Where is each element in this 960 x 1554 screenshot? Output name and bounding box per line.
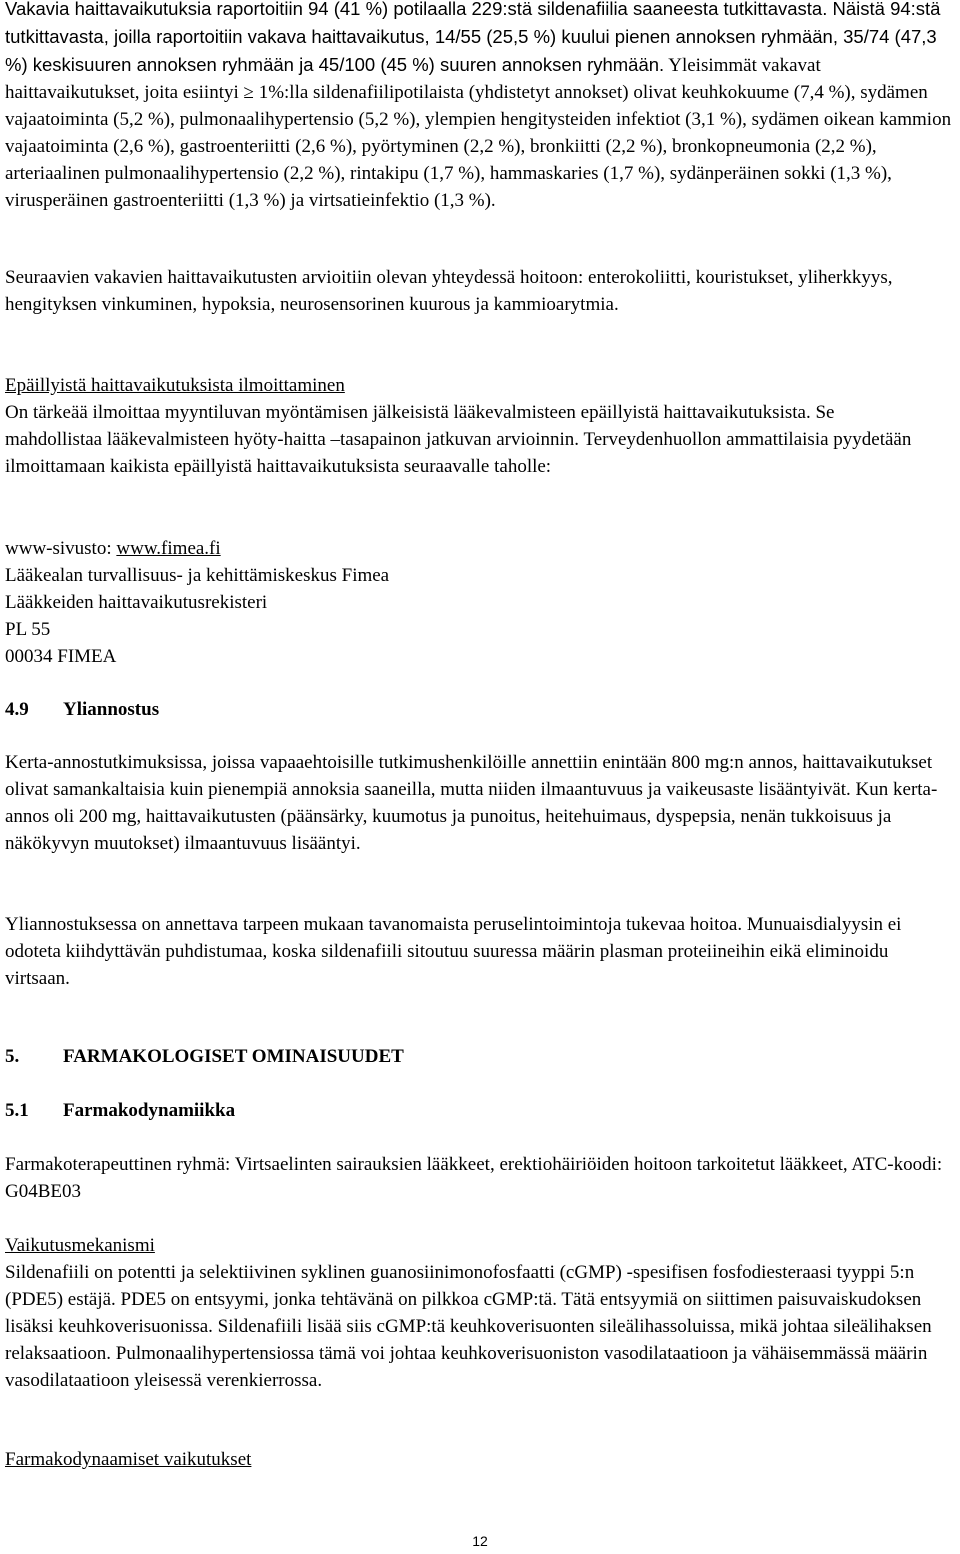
address-line-3: PL 55 <box>5 619 51 640</box>
common-serious-adverse-events: Yleisimmät vakavat haittavaikutukset, joita esiintyi ≥ 1%:lla sildenafiilipotilaista (yhdistetyt annokset) olivat keuhkokuume (7,4 %), sydämen vajaatoiminta (5,2 %), pulmonaalihypertensio (5,2 %), ylempien hengitysteiden infektiot (3,1 %), sydämen oikean kammion vajaatoiminta (2,6 %), gastroenteriitti (2,6 %), pyörtyminen (2,2 %), bronkiitti (2,2 %), bronkopneumonia (2,2 %), arteriaalinen pulmonaalihypertensio (2,2 %), rintakipu (1,7 %), hammaskaries (1,7 %), sydänperäinen sokki (1,3 %), virusperäinen gastroenteriitti (1,3 %) ja virtsatieinfektio (1,3 %). <box>5 55 952 211</box>
website-label: www-sivusto: <box>5 538 117 559</box>
section-title: Farmakodynamiikka <box>63 1100 236 1121</box>
address-line-4: 00034 FIMEA <box>5 646 117 667</box>
reporting-heading: Epäillyistä haittavaikutuksista ilmoittaminen <box>5 375 345 396</box>
section-title: FARMAKOLOGISET OMINAISUUDET <box>63 1046 404 1067</box>
overdose-paragraph-1: Kerta-annostutkimuksissa, joissa vapaaehtoisille tutkimushenkilöille annettiin enintään 800 mg:n annos, haittavaikutukset olivat samankaltaisia kuin pienempiä annoksia saaneilla, mutta niiden ilmaantuvuus ja vaikeusaste lisääntyivät. Kun kerta-annos oli 200 mg, haittavaikutusten (päänsärky, kuumotus ja punoitus, heitehuimaus, dyspepsia, nenän tukkoisuus ja näkökyvyn muutokset) ilmaantuvuus lisääntyi. <box>5 752 938 854</box>
address-line-1: Lääkealan turvallisuus- ja kehittämiskeskus Fimea <box>5 565 390 586</box>
section-5-1-heading <box>5 1097 235 1124</box>
section-title: Yliannostus <box>63 699 160 720</box>
section-4-9-heading <box>5 696 159 723</box>
reporting-text: On tärkeää ilmoittaa myyntiluvan myöntämisen jälkeisistä lääkevalmisteen epäillyistä haittavaikutuksista. Se mahdollistaa lääkevalmisteen hyöty-haitta –tasapainon jatkuvan arvioinnin. Terveydenhuollon ammattilaisia pyydetään ilmoittamaan kaikista epäillyistä haittavaikutuksista seuraavalle taholle: <box>5 402 912 477</box>
section-number: 4.9 <box>5 699 29 720</box>
treatment-related-events-paragraph: Seuraavien vakavien haittavaikutusten arvioitiin olevan yhteydessä hoitoon: enterokoliitti, kouristukset, yliherkkyys, hengityksen vinkuminen, hypoksia, neurosensorinen kuurous ja kammioarytmia. <box>5 267 893 315</box>
fimea-website-link[interactable]: www.fimea.fi <box>116 538 221 559</box>
page-number: 12 <box>472 1533 488 1549</box>
overdose-paragraph-2: Yliannostuksessa on annettava tarpeen mukaan tavanomaista peruselintoimintoja tukevaa hoitoa. Munuaisdialyysin ei odoteta kiihdyttävän puhdistumaa, koska sildenafiili sitoutuu suuressa määrin plasman proteiineihin eikä eliminoidu virtsaan. <box>5 914 902 989</box>
pharmacotherapeutic-group: Farmakoterapeuttinen ryhmä: Virtsaelinten sairauksien lääkkeet, erektiohäiriöiden hoitoon tarkoitetut lääkkeet, ATC-koodi: G04BE03 <box>5 1154 943 1202</box>
serious-adverse-events-summary: Vakavia haittavaikutuksia raportoitiin 94 (41 %) potilaalla 229:stä sildenafiilia saaneesta tutkittavasta. Näistä 94:stä tutkittavasta, joilla raportoitiin vakava haittavaikutus, 14/55 (25,5 %) kuului pienen annoksen ryhmään, 35/74 (47,3 %) keskisuuren annoksen ryhmään ja 45/100 (45 %) suuren annoksen ryhmään. <box>5 0 941 75</box>
section-number: 5.1 <box>5 1100 29 1121</box>
website-line <box>5 535 221 562</box>
pharmacodynamic-effects-heading: Farmakodynaamiset vaikutukset <box>5 1449 252 1470</box>
section-number: 5. <box>5 1046 20 1067</box>
mechanism-text: Sildenafiili on potentti ja selektiivinen syklinen guanosiinimonofosfaatti (cGMP) -spesifisen fosfodiesteraasi tyyppi 5:n (PDE5) estäjä. PDE5 on entsyymi, jonka tehtävänä on pilkkoa cGMP:tä. Tätä entsyymiä on siittimen paisuvaiskudoksen lisäksi keuhkoverisuonissa. Sildenafiili lisää siis cGMP:tä keuhkoverisuonten sileälihassoluissa, mikä johtaa sileälihaksen relaksaatioon. Pulmonaalihypertensiossa tämä voi johtaa keuhkoverisuoniston vasodilataatioon ja vähäisemmässä määrin vasodilataatioon yleisessä verenkierrossa. <box>5 1262 932 1391</box>
mechanism-heading: Vaikutusmekanismi <box>5 1235 155 1256</box>
address-line-2: Lääkkeiden haittavaikutusrekisteri <box>5 592 268 613</box>
adverse-events-paragraph <box>5 0 955 214</box>
section-5-heading <box>5 1043 404 1070</box>
